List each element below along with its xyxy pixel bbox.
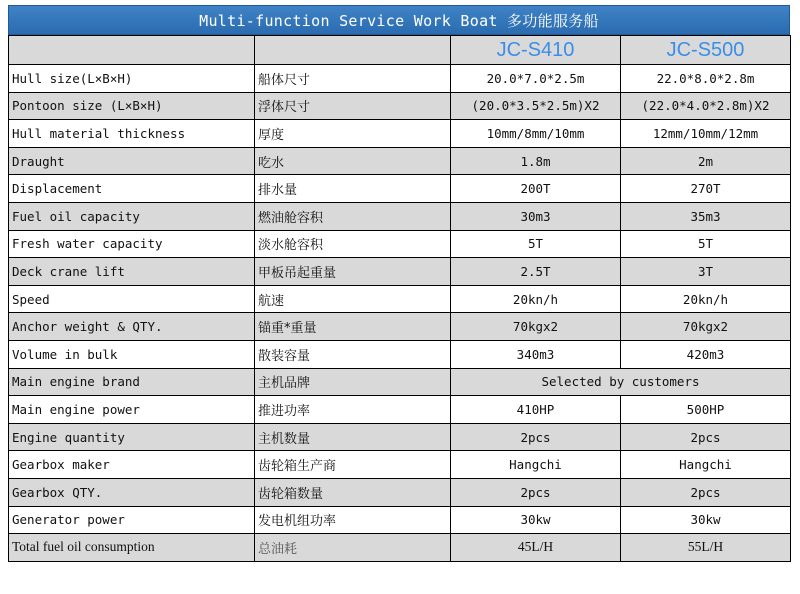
header-blank-cell (255, 36, 451, 65)
spec-label-cn: 发电机组功率 (255, 506, 451, 534)
table-row (9, 340, 791, 368)
spec-label-en: Deck crane lift (9, 258, 255, 286)
spec-value-s500: 12mm/10mm/12mm (621, 120, 791, 148)
spec-label-en: Displacement (9, 175, 255, 203)
table-row (9, 451, 791, 479)
spec-label-en: Engine quantity (9, 423, 255, 451)
table-row (9, 175, 791, 203)
spec-label-cn: 燃油舱容积 (255, 202, 451, 230)
spec-value-s500: 35m3 (621, 202, 791, 230)
spec-label-en: Generator power (9, 506, 255, 534)
spec-label-cn: 甲板吊起重量 (255, 258, 451, 286)
spec-value-s410: 2.5T (451, 258, 621, 286)
spec-value-s500: Hangchi (621, 451, 791, 479)
model-name-jc-s410: JC-S410 (451, 36, 621, 65)
spec-label-en: Total fuel oil consumption (9, 534, 255, 562)
spec-value-s410: (20.0*3.5*2.5m)X2 (451, 92, 621, 120)
spec-value-s410: 410HP (451, 396, 621, 424)
spec-label-cn: 航速 (255, 285, 451, 313)
spec-label-en: Draught (9, 147, 255, 175)
table-row (9, 313, 791, 341)
spec-label-cn: 船体尺寸 (255, 65, 451, 93)
table-row (9, 478, 791, 506)
spec-sheet (8, 5, 790, 562)
model-header-row (9, 36, 791, 65)
page-title: Multi-function Service Work Boat 多功能服务船 (8, 5, 790, 35)
spec-value-s410: 20kn/h (451, 285, 621, 313)
spec-label-en: Gearbox maker (9, 451, 255, 479)
spec-value-s410: 70kgx2 (451, 313, 621, 341)
spec-value-s410: 5T (451, 230, 621, 258)
table-row (9, 368, 791, 396)
model-name-jc-s500: JC-S500 (621, 36, 791, 65)
table-row (9, 92, 791, 120)
table-row (9, 65, 791, 93)
spec-value-s500: 55L/H (621, 534, 791, 562)
spec-label-en: Speed (9, 285, 255, 313)
spec-label-cn: 锚重*重量 (255, 313, 451, 341)
table-row (9, 285, 791, 313)
table-row (9, 230, 791, 258)
spec-value-s410: 45L/H (451, 534, 621, 562)
table-row (9, 147, 791, 175)
spec-label-en: Fresh water capacity (9, 230, 255, 258)
spec-label-en: Main engine power (9, 396, 255, 424)
spec-value-s500: (22.0*4.0*2.8m)X2 (621, 92, 791, 120)
spec-value-s500: 2pcs (621, 478, 791, 506)
spec-label-en: Volume in bulk (9, 340, 255, 368)
spec-label-en: Anchor weight & QTY. (9, 313, 255, 341)
spec-label-cn: 浮体尺寸 (255, 92, 451, 120)
spec-label-cn: 总油耗 (255, 534, 451, 562)
spec-label-en: Hull size(L×B×H) (9, 65, 255, 93)
header-blank-cell (9, 36, 255, 65)
spec-value-s500: 420m3 (621, 340, 791, 368)
spec-label-en: Pontoon size (L×B×H) (9, 92, 255, 120)
spec-value-s410: 20.0*7.0*2.5m (451, 65, 621, 93)
table-row (9, 120, 791, 148)
spec-value-s410: 30m3 (451, 202, 621, 230)
spec-value-s500: 22.0*8.0*2.8m (621, 65, 791, 93)
spec-value-s410: 2pcs (451, 423, 621, 451)
spec-value-s500: 3T (621, 258, 791, 286)
spec-value-s410: 30kw (451, 506, 621, 534)
spec-value-s410: 2pcs (451, 478, 621, 506)
spec-value-s410: 200T (451, 175, 621, 203)
spec-label-cn: 齿轮箱生产商 (255, 451, 451, 479)
spec-value-s410: 340m3 (451, 340, 621, 368)
spec-label-en: Main engine brand (9, 368, 255, 396)
table-row (9, 258, 791, 286)
spec-value-s500: 70kgx2 (621, 313, 791, 341)
spec-value-s500: 5T (621, 230, 791, 258)
spec-label-cn: 淡水舱容积 (255, 230, 451, 258)
table-row (9, 202, 791, 230)
table-row (9, 423, 791, 451)
spec-label-cn: 吃水 (255, 147, 451, 175)
table-row (9, 534, 791, 562)
spec-value-s500: 500HP (621, 396, 791, 424)
spec-value-s500: 2pcs (621, 423, 791, 451)
spec-label-cn: 排水量 (255, 175, 451, 203)
spec-label-cn: 散装容量 (255, 340, 451, 368)
spec-label-en: Gearbox QTY. (9, 478, 255, 506)
spec-value-s500: 270T (621, 175, 791, 203)
table-row (9, 506, 791, 534)
spec-value-s500: 30kw (621, 506, 791, 534)
spec-label-cn: 齿轮箱数量 (255, 478, 451, 506)
spec-value-s500: 2m (621, 147, 791, 175)
spec-value-both-models: Selected by customers (451, 368, 791, 396)
spec-label-cn: 厚度 (255, 120, 451, 148)
spec-label-en: Fuel oil capacity (9, 202, 255, 230)
spec-value-s410: 1.8m (451, 147, 621, 175)
spec-value-s410: 10mm/8mm/10mm (451, 120, 621, 148)
table-row (9, 396, 791, 424)
spec-value-s500: 20kn/h (621, 285, 791, 313)
spec-label-en: Hull material thickness (9, 120, 255, 148)
spec-label-cn: 主机品牌 (255, 368, 451, 396)
spec-table (8, 35, 791, 562)
spec-value-s410: Hangchi (451, 451, 621, 479)
spec-label-cn: 主机数量 (255, 423, 451, 451)
spec-label-cn: 推进功率 (255, 396, 451, 424)
